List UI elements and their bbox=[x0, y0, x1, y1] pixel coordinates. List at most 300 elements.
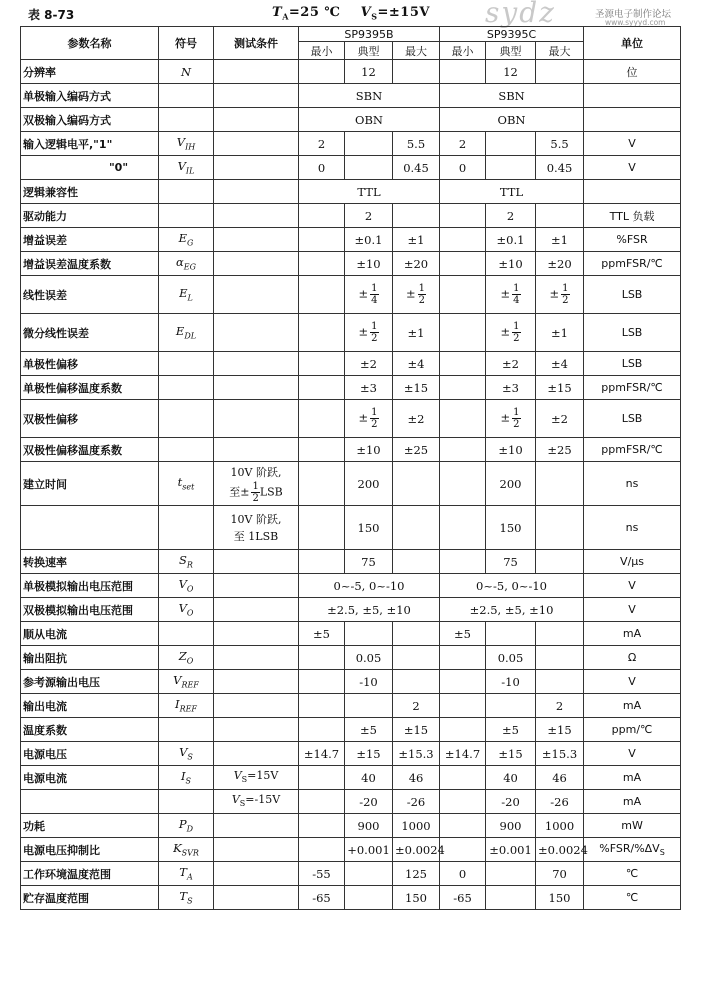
min-2 bbox=[440, 438, 486, 462]
max-2: 0.45 bbox=[536, 156, 584, 180]
max-2 bbox=[536, 276, 584, 314]
min-1 bbox=[299, 400, 345, 438]
condition-cell bbox=[214, 574, 299, 598]
min-2 bbox=[440, 60, 486, 84]
min-2 bbox=[440, 694, 486, 718]
condition-cell bbox=[214, 252, 299, 276]
typ-2: 75 bbox=[486, 550, 536, 574]
col-group-sp9395c: SP9395C bbox=[440, 27, 584, 42]
unit-text: ℃ bbox=[625, 891, 639, 904]
col-unit: 单位 bbox=[584, 27, 681, 60]
unit-cell bbox=[584, 204, 681, 228]
max-1 bbox=[393, 622, 440, 646]
max-2: ±20 bbox=[536, 252, 584, 276]
min-2: 0 bbox=[440, 156, 486, 180]
min-1 bbox=[299, 718, 345, 742]
max-1: ±25 bbox=[393, 438, 440, 462]
plus-minus: ± bbox=[549, 286, 560, 301]
max-1 bbox=[393, 670, 440, 694]
condition-cell bbox=[214, 204, 299, 228]
cond-value: =-15V bbox=[245, 792, 281, 806]
symbol-cell bbox=[159, 376, 214, 400]
typ-2: ±5 bbox=[486, 718, 536, 742]
typ-2 bbox=[486, 314, 536, 352]
symbol-sub: G bbox=[187, 238, 194, 248]
max-2: ±4 bbox=[536, 352, 584, 376]
table-row bbox=[21, 886, 681, 910]
unit-cell bbox=[584, 574, 681, 598]
numerator: 1 bbox=[371, 283, 378, 294]
numerator: 1 bbox=[371, 407, 378, 418]
typ-2: -10 bbox=[486, 670, 536, 694]
symbol-cell bbox=[159, 462, 214, 506]
symbol-main: N bbox=[180, 64, 192, 79]
symbol-main: V bbox=[179, 745, 188, 760]
typ-2: 200 bbox=[486, 462, 536, 506]
unit-cell bbox=[584, 766, 681, 790]
param-name: 顺从电流 bbox=[21, 622, 159, 646]
condition-cell bbox=[214, 838, 299, 862]
symbol-sub: L bbox=[187, 293, 193, 303]
min-1: 0 bbox=[299, 156, 345, 180]
numerator: 1 bbox=[513, 283, 520, 294]
symbol-sub: EG bbox=[183, 262, 196, 272]
max-1 bbox=[393, 60, 440, 84]
max-1: ±15 bbox=[393, 718, 440, 742]
cond-sub: S bbox=[239, 799, 246, 809]
min-1: -65 bbox=[299, 886, 345, 910]
denominator: 2 bbox=[513, 333, 520, 344]
typ-1 bbox=[345, 400, 393, 438]
table-number: 表 8-73 bbox=[28, 8, 75, 22]
symbol-sub: S bbox=[187, 752, 193, 762]
param-name: 双极性偏移温度系数 bbox=[21, 438, 159, 462]
unit-text: %FSR bbox=[616, 233, 648, 246]
unit-cell bbox=[584, 376, 681, 400]
max-1: 150 bbox=[393, 886, 440, 910]
symbol-cell bbox=[159, 204, 214, 228]
min-2 bbox=[440, 400, 486, 438]
table-row bbox=[21, 862, 681, 886]
condition-cell bbox=[214, 506, 299, 550]
unit-text: mA bbox=[622, 771, 642, 784]
symbol-cell bbox=[159, 276, 214, 314]
cond-value: =15V bbox=[247, 768, 279, 782]
min-2 bbox=[440, 228, 486, 252]
symbol-sub: S bbox=[187, 896, 193, 906]
typ-2: ±0.1 bbox=[486, 228, 536, 252]
typ-2: ±0.001 bbox=[486, 838, 536, 862]
table-row bbox=[21, 550, 681, 574]
typ-1 bbox=[345, 276, 393, 314]
table-row bbox=[21, 462, 681, 506]
col-max-2: 最大 bbox=[536, 42, 584, 60]
symbol-sub: REF bbox=[179, 704, 197, 714]
numerator: 1 bbox=[562, 283, 569, 294]
table-row bbox=[21, 838, 681, 862]
unit-cell bbox=[584, 598, 681, 622]
unit-cell bbox=[584, 314, 681, 352]
symbol-cell bbox=[159, 132, 214, 156]
span-value-1: ±2.5, ±5, ±10 bbox=[299, 598, 440, 622]
unit-text: %FSR/%ΔV bbox=[599, 841, 660, 855]
min-1 bbox=[299, 814, 345, 838]
min-2: ±14.7 bbox=[440, 742, 486, 766]
span-value-1: SBN bbox=[299, 84, 440, 108]
symbol-cell bbox=[159, 790, 214, 814]
typ-2: 12 bbox=[486, 60, 536, 84]
param-name: 电源电压抑制比 bbox=[21, 838, 159, 862]
cond-line-2: 至± bbox=[229, 485, 250, 498]
cond-line-1: 10V 阶跃, bbox=[230, 465, 282, 479]
max-2 bbox=[536, 506, 584, 550]
min-1 bbox=[299, 766, 345, 790]
typ-2 bbox=[486, 132, 536, 156]
symbol-main: S bbox=[179, 553, 187, 568]
fraction bbox=[370, 407, 378, 430]
symbol-cell bbox=[159, 718, 214, 742]
max-1: 2 bbox=[393, 694, 440, 718]
span-value-1: OBN bbox=[299, 108, 440, 132]
unit-text: mW bbox=[621, 819, 643, 832]
min-1 bbox=[299, 506, 345, 550]
symbol-main: V bbox=[176, 135, 186, 150]
table-row bbox=[21, 84, 681, 108]
param-name: 增益误差温度系数 bbox=[21, 252, 159, 276]
unit-cell bbox=[584, 60, 681, 84]
param-name: 电源电压 bbox=[21, 742, 159, 766]
param-name: 输入逻辑电平,"1" bbox=[21, 132, 159, 156]
unit-text: mA bbox=[622, 795, 642, 808]
param-name: 逻辑兼容性 bbox=[21, 180, 159, 204]
symbol-cell bbox=[159, 742, 214, 766]
min-1 bbox=[299, 462, 345, 506]
condition-cell bbox=[214, 646, 299, 670]
cond-sub: S bbox=[241, 775, 248, 785]
min-2: 2 bbox=[440, 132, 486, 156]
min-1 bbox=[299, 376, 345, 400]
symbol-main: P bbox=[178, 817, 187, 832]
symbol-main: V bbox=[178, 577, 187, 592]
typ-2: 2 bbox=[486, 204, 536, 228]
unit-cell bbox=[584, 462, 681, 506]
fraction bbox=[370, 283, 378, 306]
col-typ-2: 典型 bbox=[486, 42, 536, 60]
unit-cell bbox=[584, 132, 681, 156]
table-row bbox=[21, 670, 681, 694]
min-2 bbox=[440, 204, 486, 228]
param-name bbox=[21, 790, 159, 814]
min-1 bbox=[299, 60, 345, 84]
unit-text: V bbox=[628, 747, 636, 760]
unit-cell bbox=[584, 550, 681, 574]
table-row bbox=[21, 156, 681, 180]
fraction bbox=[251, 481, 259, 504]
table-row bbox=[21, 252, 681, 276]
symbol-cell bbox=[159, 352, 214, 376]
typ-1: -10 bbox=[345, 670, 393, 694]
table-row bbox=[21, 228, 681, 252]
unit-cell bbox=[584, 814, 681, 838]
plus-minus: ± bbox=[358, 410, 369, 425]
min-1 bbox=[299, 694, 345, 718]
param-name: 分辨率 bbox=[21, 60, 159, 84]
unit-text: V bbox=[628, 603, 636, 616]
col-param: 参数名称 bbox=[21, 27, 159, 60]
denominator: 2 bbox=[513, 419, 520, 430]
min-1: ±14.7 bbox=[299, 742, 345, 766]
typ-1 bbox=[345, 314, 393, 352]
typ-2: ±10 bbox=[486, 438, 536, 462]
min-1 bbox=[299, 314, 345, 352]
plus-minus: ± bbox=[358, 286, 369, 301]
min-2 bbox=[440, 670, 486, 694]
min-2 bbox=[440, 718, 486, 742]
symbol-cell bbox=[159, 598, 214, 622]
symbol-main: E bbox=[179, 286, 188, 301]
symbol-main: T bbox=[179, 889, 188, 904]
denominator: 2 bbox=[418, 295, 426, 306]
unit-cell bbox=[584, 670, 681, 694]
param-name: 单极模拟输出电压范围 bbox=[21, 574, 159, 598]
plus-minus: ± bbox=[358, 324, 369, 339]
min-2 bbox=[440, 376, 486, 400]
param-name: 驱动能力 bbox=[21, 204, 159, 228]
numerator: 1 bbox=[371, 321, 378, 332]
symbol-cell bbox=[159, 506, 214, 550]
max-2: 150 bbox=[536, 886, 584, 910]
plus-minus: ± bbox=[500, 410, 511, 425]
span-value-2: ±2.5, ±5, ±10 bbox=[440, 598, 584, 622]
symbol-sub: DL bbox=[184, 331, 197, 341]
table-head bbox=[21, 27, 681, 60]
condition-cell bbox=[214, 108, 299, 132]
table-row bbox=[21, 718, 681, 742]
condition-cell bbox=[214, 400, 299, 438]
symbol-sub: O bbox=[186, 656, 194, 666]
watermark-url: www.syyyd.com bbox=[605, 18, 666, 27]
typ-2 bbox=[486, 862, 536, 886]
typ-1: ±5 bbox=[345, 718, 393, 742]
condition-cell bbox=[214, 790, 299, 814]
param-name bbox=[21, 506, 159, 550]
max-1: ±2 bbox=[393, 400, 440, 438]
min-2 bbox=[440, 506, 486, 550]
param-name: 单极输入编码方式 bbox=[21, 84, 159, 108]
condition-cell bbox=[214, 766, 299, 790]
typ-2: ±15 bbox=[486, 742, 536, 766]
typ-2: ±2 bbox=[486, 352, 536, 376]
unit-text: ppmFSR/℃ bbox=[601, 381, 663, 394]
symbol-cell bbox=[159, 550, 214, 574]
max-1: -26 bbox=[393, 790, 440, 814]
typ-2: ±10 bbox=[486, 252, 536, 276]
typ-1 bbox=[345, 862, 393, 886]
span-value-2: TTL bbox=[440, 180, 584, 204]
max-2: 2 bbox=[536, 694, 584, 718]
table-body bbox=[21, 60, 681, 910]
unit-text: V/μs bbox=[620, 555, 645, 568]
min-2 bbox=[440, 838, 486, 862]
max-1: ±1 bbox=[393, 314, 440, 352]
unit-text: LSB bbox=[621, 412, 643, 425]
unit-text: V bbox=[628, 579, 636, 592]
span-value-2: OBN bbox=[440, 108, 584, 132]
condition-cell bbox=[214, 60, 299, 84]
symbol-cell bbox=[159, 400, 214, 438]
typ-2 bbox=[486, 276, 536, 314]
max-1: ±15 bbox=[393, 376, 440, 400]
table-row bbox=[21, 60, 681, 84]
max-2: ±0.0024 bbox=[536, 838, 584, 862]
table-row bbox=[21, 376, 681, 400]
typ-1: 900 bbox=[345, 814, 393, 838]
max-2: ±15.3 bbox=[536, 742, 584, 766]
condition-cell bbox=[214, 718, 299, 742]
symbol-cell bbox=[159, 574, 214, 598]
symbol-cell bbox=[159, 766, 214, 790]
min-1 bbox=[299, 646, 345, 670]
table-row bbox=[21, 622, 681, 646]
unit-cell bbox=[584, 862, 681, 886]
param-name: 单极性偏移温度系数 bbox=[21, 376, 159, 400]
param-name: 电源电流 bbox=[21, 766, 159, 790]
symbol-cell bbox=[159, 438, 214, 462]
table-row bbox=[21, 790, 681, 814]
param-name: 双极模拟输出电压范围 bbox=[21, 598, 159, 622]
symbol-cell bbox=[159, 180, 214, 204]
symbol-cell bbox=[159, 108, 214, 132]
max-1: 1000 bbox=[393, 814, 440, 838]
denominator: 2 bbox=[562, 295, 569, 306]
min-2 bbox=[440, 252, 486, 276]
typ-1: +0.001 bbox=[345, 838, 393, 862]
max-2: ±25 bbox=[536, 438, 584, 462]
max-2 bbox=[536, 60, 584, 84]
unit-text: Ω bbox=[627, 651, 637, 664]
typ-2 bbox=[486, 400, 536, 438]
min-1 bbox=[299, 204, 345, 228]
symbol-cell bbox=[159, 156, 214, 180]
param-name: 微分线性误差 bbox=[21, 314, 159, 352]
page-header bbox=[0, 0, 705, 29]
denominator: 2 bbox=[371, 333, 378, 344]
typ-2 bbox=[486, 694, 536, 718]
cond-sym: V bbox=[233, 768, 242, 782]
col-max-1: 最大 bbox=[393, 42, 440, 60]
max-1: 5.5 bbox=[393, 132, 440, 156]
symbol-cell bbox=[159, 814, 214, 838]
numerator: 1 bbox=[513, 321, 520, 332]
typ-2: ±3 bbox=[486, 376, 536, 400]
unit-cell bbox=[584, 718, 681, 742]
typ-1: ±2 bbox=[345, 352, 393, 376]
param-name: "0" bbox=[21, 156, 159, 180]
table-row bbox=[21, 742, 681, 766]
unit-text: LSB bbox=[621, 288, 643, 301]
cond-line-2: 至 1LSB bbox=[233, 529, 279, 543]
table-row bbox=[21, 814, 681, 838]
unit-cell bbox=[584, 646, 681, 670]
denominator: 4 bbox=[513, 295, 520, 306]
min-2: -65 bbox=[440, 886, 486, 910]
spec-table bbox=[20, 26, 681, 910]
typ-1 bbox=[345, 886, 393, 910]
table-row bbox=[21, 574, 681, 598]
typ-1: ±0.1 bbox=[345, 228, 393, 252]
typ-1: 150 bbox=[345, 506, 393, 550]
typ-2: 900 bbox=[486, 814, 536, 838]
param-name: 双极输入编码方式 bbox=[21, 108, 159, 132]
symbol-sub: D bbox=[186, 824, 194, 834]
typ-1: 200 bbox=[345, 462, 393, 506]
min-1 bbox=[299, 252, 345, 276]
max-1 bbox=[393, 646, 440, 670]
max-2: 1000 bbox=[536, 814, 584, 838]
symbol-main: I bbox=[175, 697, 180, 712]
symbol-sub: IH bbox=[185, 142, 196, 152]
typ-1 bbox=[345, 156, 393, 180]
param-name: 参考源输出电压 bbox=[21, 670, 159, 694]
col-condition: 测试条件 bbox=[214, 27, 299, 60]
max-1: 125 bbox=[393, 862, 440, 886]
typ-1: 40 bbox=[345, 766, 393, 790]
typ-1: ±10 bbox=[345, 252, 393, 276]
symbol-cell bbox=[159, 694, 214, 718]
unit-cell bbox=[584, 438, 681, 462]
symbol-cell bbox=[159, 228, 214, 252]
condition-cell bbox=[214, 376, 299, 400]
unit-cell bbox=[584, 886, 681, 910]
max-1: ±0.0024 bbox=[393, 838, 440, 862]
unit-text: TTL 负载 bbox=[609, 209, 655, 223]
max-1: ±15.3 bbox=[393, 742, 440, 766]
symbol-main: I bbox=[180, 769, 186, 784]
max-1 bbox=[393, 462, 440, 506]
symbol-sub: O bbox=[186, 608, 194, 618]
symbol-sub: S bbox=[185, 776, 192, 786]
typ-1: 0.05 bbox=[345, 646, 393, 670]
unit-cell bbox=[584, 108, 681, 132]
unit-cell bbox=[584, 352, 681, 376]
max-1: 0.45 bbox=[393, 156, 440, 180]
unit-text: ℃ bbox=[625, 867, 639, 880]
condition-cell bbox=[214, 314, 299, 352]
table-row bbox=[21, 400, 681, 438]
min-2 bbox=[440, 462, 486, 506]
unit-cell bbox=[584, 506, 681, 550]
max-2: ±1 bbox=[536, 314, 584, 352]
symbol-sub: O bbox=[186, 584, 194, 594]
table-row bbox=[21, 180, 681, 204]
cond-line-1: 10V 阶跃, bbox=[230, 512, 282, 526]
symbol-main: V bbox=[173, 673, 182, 688]
span-value-2: SBN bbox=[440, 84, 584, 108]
symbol-cell bbox=[159, 670, 214, 694]
table-row bbox=[21, 108, 681, 132]
table-row bbox=[21, 314, 681, 352]
table-row bbox=[21, 276, 681, 314]
numerator: 1 bbox=[252, 480, 259, 492]
condition-cell bbox=[214, 886, 299, 910]
unit-text: V bbox=[628, 137, 636, 150]
symbol-main: E bbox=[178, 231, 187, 246]
unit-cell bbox=[584, 180, 681, 204]
unit-text: ppmFSR/℃ bbox=[601, 257, 663, 270]
symbol-cell bbox=[159, 838, 214, 862]
cond-sym: V bbox=[231, 792, 240, 806]
table-row bbox=[21, 646, 681, 670]
